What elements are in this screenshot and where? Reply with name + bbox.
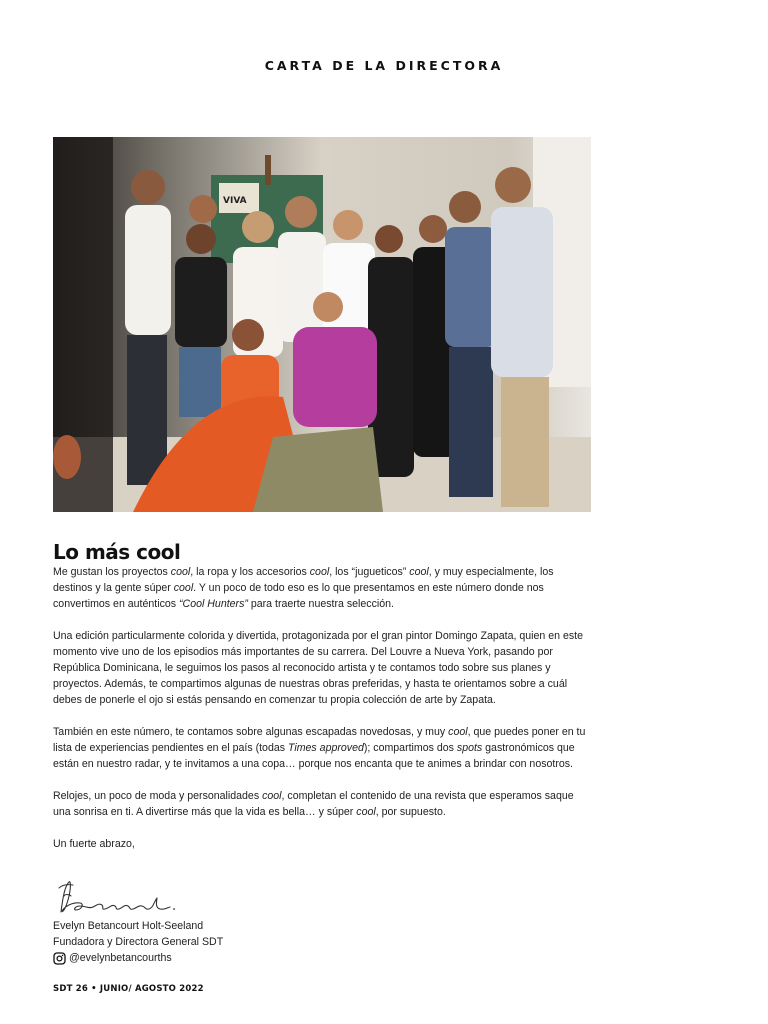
paragraph-text: , y muy especialmente, los destinos y la gente súper	[53, 566, 554, 594]
article-body	[53, 564, 593, 868]
signature-block	[53, 876, 223, 966]
paragraph-text: También en este número, te contamos sobre algunas escapadas novedosas, y muy	[53, 726, 449, 738]
author-role: Fundadora y Directora General SDT	[53, 936, 224, 948]
paragraph-text: ); compartimos dos	[363, 742, 457, 754]
paragraph-text: , los “jugueticos”	[329, 566, 410, 578]
emphasis-text: cool	[173, 582, 194, 594]
paragraph-text: , completan el contenido de una revista que esperamos saque una sonrisa en ti. A divertirse más que la vida es bella… y súper	[53, 790, 574, 818]
social-handle[interactable]	[53, 950, 223, 966]
emphasis-text: cool	[356, 806, 376, 818]
emphasis-text: “Cool Hunters”	[179, 598, 248, 610]
paragraph-text: , que puedes poner en tu lista de experiencias pendientes en el país (todas	[53, 726, 586, 754]
emphasis-text: cool	[170, 566, 191, 578]
paragraph-text: Relojes, un poco de moda y personalidades	[53, 790, 263, 802]
instagram-handle[interactable]: @evelynbetancourths	[69, 952, 172, 964]
paragraph-4	[53, 788, 593, 820]
instagram-icon	[53, 952, 66, 965]
page-folio: SDT 26 • JUNIO/ AGOSTO 2022	[53, 984, 204, 994]
paragraph-2	[53, 628, 593, 708]
emphasis-text: Times approved	[287, 742, 364, 754]
handwritten-signature	[53, 876, 183, 918]
emphasis-text: spots	[456, 742, 483, 754]
author-name: Evelyn Betancourt Holt-Seeland	[53, 920, 204, 932]
article-title: Lo más cool	[53, 540, 181, 564]
emphasis-text: cool	[409, 566, 429, 578]
emphasis-text: cool	[309, 566, 330, 578]
paragraph-text: , por supuesto.	[375, 806, 446, 818]
painting-sign: VIVA	[223, 196, 247, 206]
section-kicker: CARTA DE LA DIRECTORA	[264, 58, 504, 73]
paragraph-text: , la ropa y los accesorios	[190, 566, 310, 578]
paragraph-5	[53, 836, 593, 852]
paragraph-text: Una edición particularmente colorida y divertida, protagonizada por el gran pintor Domingo Zapata, quien en este momento vive uno de los episodios más importantes de su carrera. Del Louvre a Nueva York, pasando por República Dominicana, le seguimos los pasos al reconocido artista y te contamos todo sobre sus planes y proyectos. Además, te compartimos algunas de nuestras obras preferidas, y hasta te orientamos sobre a cuál debes de ponerle el ojo si estás pensando en comenzar tu propia colección de arte by Zapata.	[53, 630, 584, 706]
paragraph-text: Un fuerte abrazo,	[53, 838, 135, 850]
team-photo	[53, 137, 591, 512]
paragraph-3	[53, 724, 593, 772]
paragraph-text: Me gustan los proyectos	[53, 566, 171, 578]
emphasis-text: cool	[262, 790, 282, 802]
paragraph-text: para traerte nuestra selección.	[247, 598, 394, 610]
paragraph-text: gastronómicos que están en nuestro radar, y te invitamos a una copa… porque nos encanta que te animes a brindar con nosotros.	[53, 742, 575, 770]
paragraph-1	[53, 564, 593, 612]
paragraph-text: . Y un poco de todo eso es lo que presentamos en este número donde nos convertimos en auténticos	[53, 582, 544, 610]
emphasis-text: cool	[448, 726, 468, 738]
